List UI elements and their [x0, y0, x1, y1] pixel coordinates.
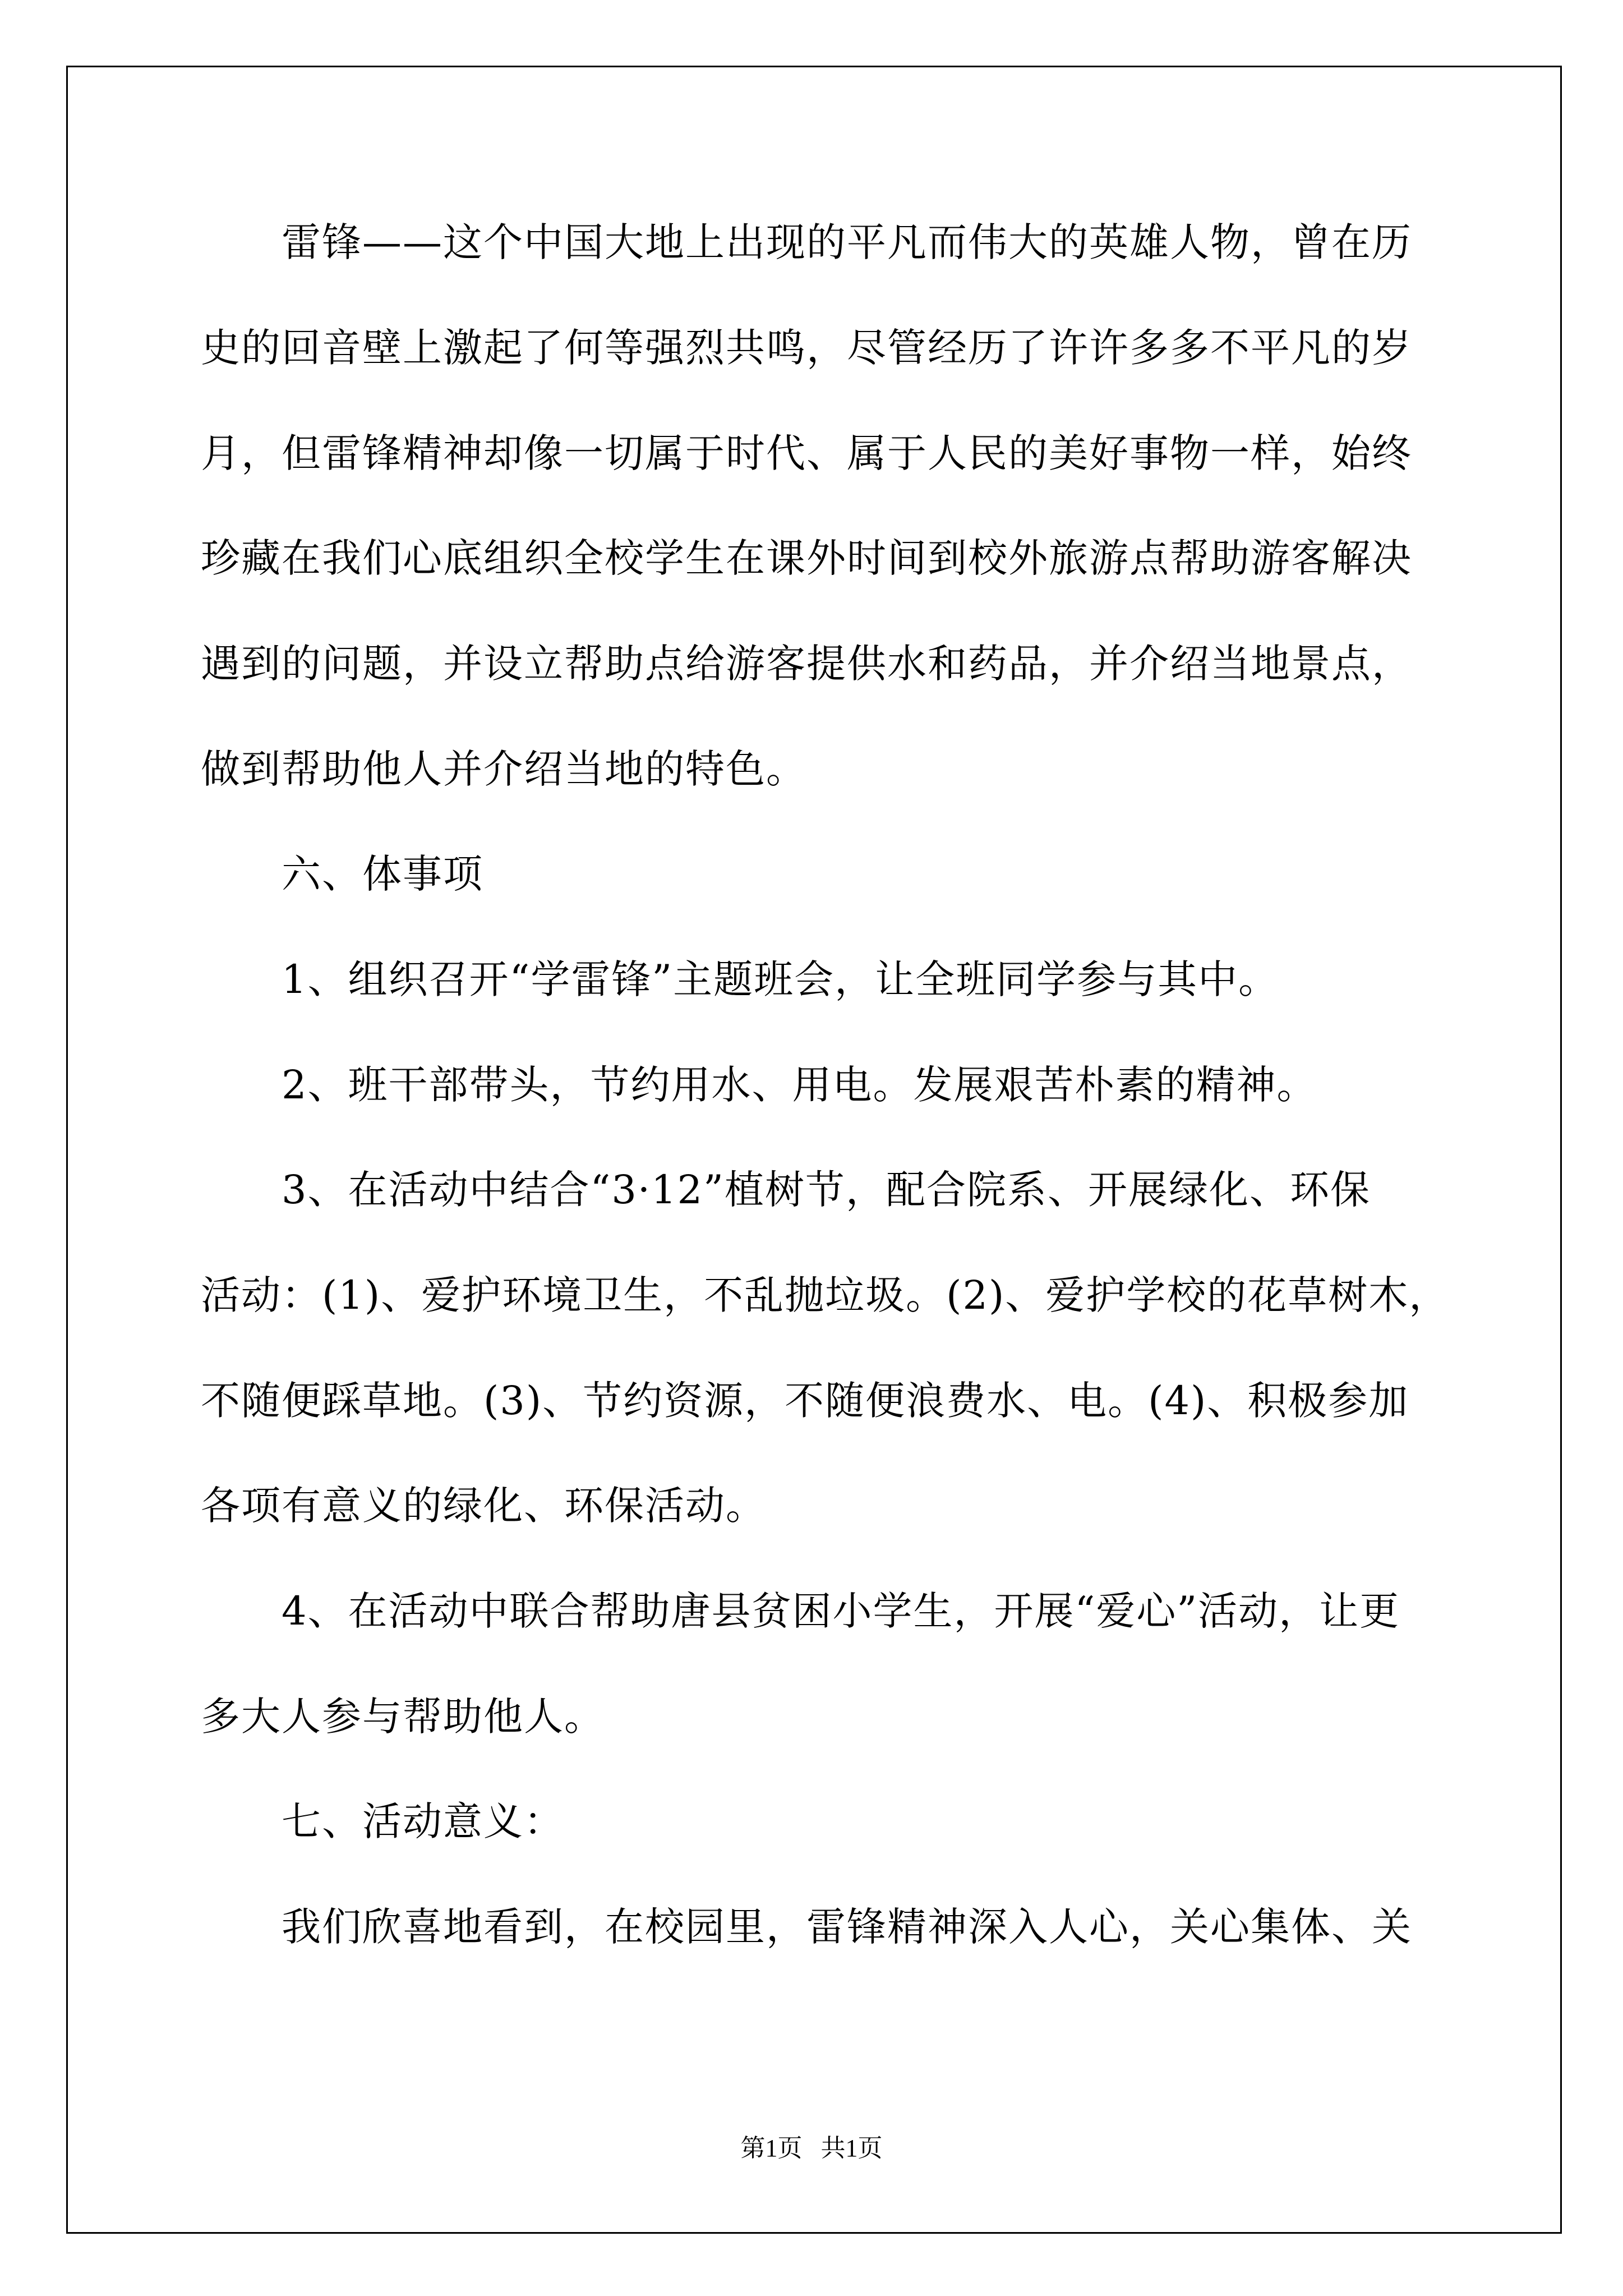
body-line-1: 雷锋——这个中国大地上出现的平凡而伟大的英雄人物，曾在历: [201, 219, 1412, 265]
list-item-4-line-1: 4、在活动中联合帮助唐县贫困小学生，开展“爱心”活动，让更: [201, 1588, 1400, 1634]
list-item-3-line-2: 活动：(1)、爱护环境卫生，不乱抛垃圾。(2)、爱护学校的花草树木，: [201, 1272, 1450, 1318]
list-item-1: 1、组织召开“学雷锋”主题班会，让全班同学参与其中。: [201, 956, 1279, 1002]
section-heading-7: 七、活动意义：: [201, 1798, 564, 1844]
body-line-6: 做到帮助他人并介绍当地的特色。: [201, 746, 806, 792]
list-item-3-line-3: 不随便踩草地。(3)、节约资源，不随便浪费水、电。(4)、积极参加: [201, 1378, 1409, 1424]
page-number: 第1页 共1页: [740, 2134, 883, 2162]
page-footer: [0, 2132, 1623, 2165]
body-line-4: 珍藏在我们心底组织全校学生在课外时间到校外旅游点帮助游客解决: [201, 535, 1412, 581]
body-line-3: 月，但雷锋精神却像一切属于时代、属于人民的美好事物一样，始终: [201, 430, 1412, 476]
list-item-2: 2、班干部带头，节约用水、用电。发展艰苦朴素的精神。: [201, 1062, 1317, 1108]
body-line-last: 我们欣喜地看到，在校园里，雷锋精神深入人心，关心集体、关: [201, 1904, 1412, 1950]
body-line-5: 遇到的问题，并设立帮助点给游客提供水和药品，并介绍当地景点，: [201, 641, 1412, 687]
list-item-4-line-2: 多大人参与帮助他人。: [201, 1694, 605, 1740]
body-line-2: 史的回音壁上激起了何等强烈共鸣，尽管经历了许许多多不平凡的岁: [201, 325, 1412, 371]
list-item-3-line-1: 3、在活动中结合“3·12”植树节，配合院系、开展绿化、环保: [201, 1167, 1371, 1213]
list-item-3-line-4: 各项有意义的绿化、环保活动。: [201, 1483, 766, 1529]
section-heading-6: 六、体事项: [201, 851, 483, 897]
